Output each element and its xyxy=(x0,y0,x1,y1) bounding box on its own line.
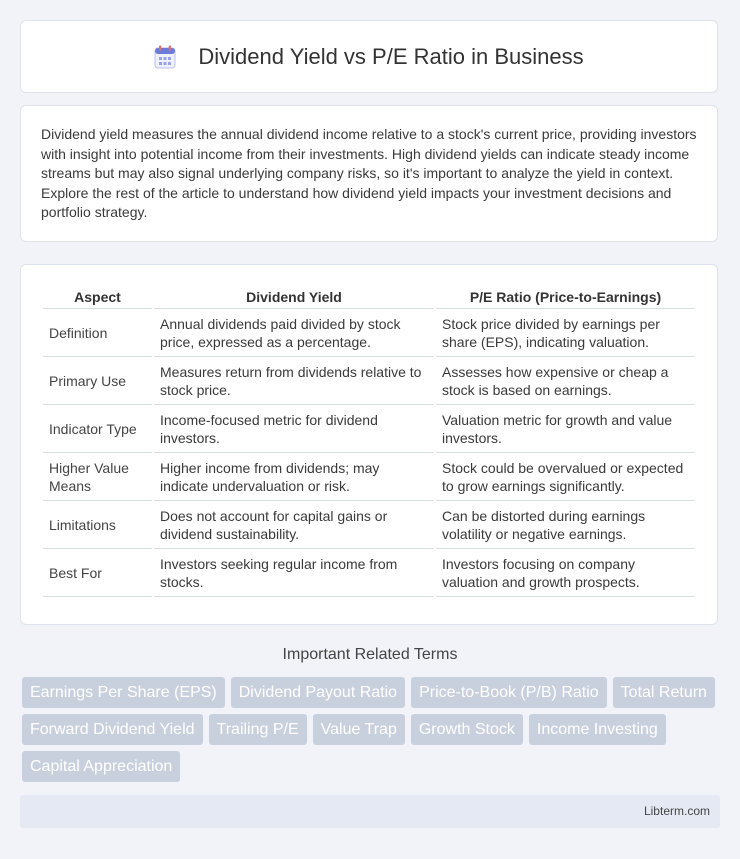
intro-card xyxy=(20,105,718,242)
related-term-tag[interactable]: Total Return xyxy=(613,677,715,708)
footer-brand-link[interactable]: Libterm.com xyxy=(643,804,710,818)
table-header-row xyxy=(43,285,695,309)
related-term-tag[interactable]: Value Trap xyxy=(313,714,405,745)
table-row xyxy=(43,549,695,597)
related-terms-heading: Important Related Terms xyxy=(282,646,458,663)
related-term-tag[interactable]: Dividend Payout Ratio xyxy=(231,677,405,708)
table-row xyxy=(43,309,695,357)
column-header-aspect: Aspect xyxy=(43,285,152,309)
column-header-dividend-yield: Dividend Yield xyxy=(154,285,434,309)
related-term-tag[interactable]: Growth Stock xyxy=(411,714,523,745)
cell-pe-ratio: Assesses how expensive or cheap a stock is based on earnings. xyxy=(436,357,695,405)
cell-aspect: Higher Value Means xyxy=(43,453,152,501)
page-title: Dividend Yield vs P/E Ratio in Business xyxy=(198,43,584,69)
cell-aspect: Indicator Type xyxy=(43,405,152,453)
table-row xyxy=(43,357,695,405)
related-term-tag[interactable]: Capital Appreciation xyxy=(22,751,180,782)
related-term-tag[interactable]: Price-to-Book (P/B) Ratio xyxy=(411,677,607,708)
related-terms-list xyxy=(22,677,722,788)
cell-pe-ratio: Stock could be overvalued or expected to grow earnings significantly. xyxy=(436,453,695,501)
related-term-tag[interactable]: Income Investing xyxy=(529,714,666,745)
calendar-icon xyxy=(154,45,176,69)
related-term-tag[interactable]: Forward Dividend Yield xyxy=(22,714,203,745)
cell-dividend-yield: Annual dividends paid divided by stock price, expressed as a percentage. xyxy=(154,309,434,357)
comparison-table-card xyxy=(20,264,718,625)
related-term-tag[interactable]: Trailing P/E xyxy=(209,714,307,745)
cell-pe-ratio: Stock price divided by earnings per share (EPS), indicating valuation. xyxy=(436,309,695,357)
cell-aspect: Limitations xyxy=(43,501,152,549)
cell-aspect: Definition xyxy=(43,309,152,357)
cell-dividend-yield: Investors seeking regular income from stocks. xyxy=(154,549,434,597)
column-header-pe-ratio: P/E Ratio (Price-to-Earnings) xyxy=(436,285,695,309)
cell-pe-ratio: Valuation metric for growth and value investors. xyxy=(436,405,695,453)
table-row xyxy=(43,453,695,501)
cell-aspect: Best For xyxy=(43,549,152,597)
table-row xyxy=(43,405,695,453)
cell-aspect: Primary Use xyxy=(43,357,152,405)
table-row xyxy=(43,501,695,549)
related-term-tag[interactable]: Earnings Per Share (EPS) xyxy=(22,677,225,708)
footer xyxy=(20,795,720,828)
header-card xyxy=(20,20,718,93)
cell-dividend-yield: Income-focused metric for dividend investors. xyxy=(154,405,434,453)
cell-pe-ratio: Investors focusing on company valuation and growth prospects. xyxy=(436,549,695,597)
intro-paragraph: Dividend yield measures the annual dividend income relative to a stock's current price, providing investors with insight into potential income from their investments. High dividend yields can indicate steady income streams but may also signal underlying company risks, so it's important to analyze the yield in context. Explore the rest of the article to understand how dividend yield impacts your investment decisions and portfolio strategy. xyxy=(41,126,697,221)
comparison-table xyxy=(41,285,697,597)
cell-dividend-yield: Does not account for capital gains or dividend sustainability. xyxy=(154,501,434,549)
cell-dividend-yield: Measures return from dividends relative to stock price. xyxy=(154,357,434,405)
cell-dividend-yield: Higher income from dividends; may indicate undervaluation or risk. xyxy=(154,453,434,501)
cell-pe-ratio: Can be distorted during earnings volatility or negative earnings. xyxy=(436,501,695,549)
